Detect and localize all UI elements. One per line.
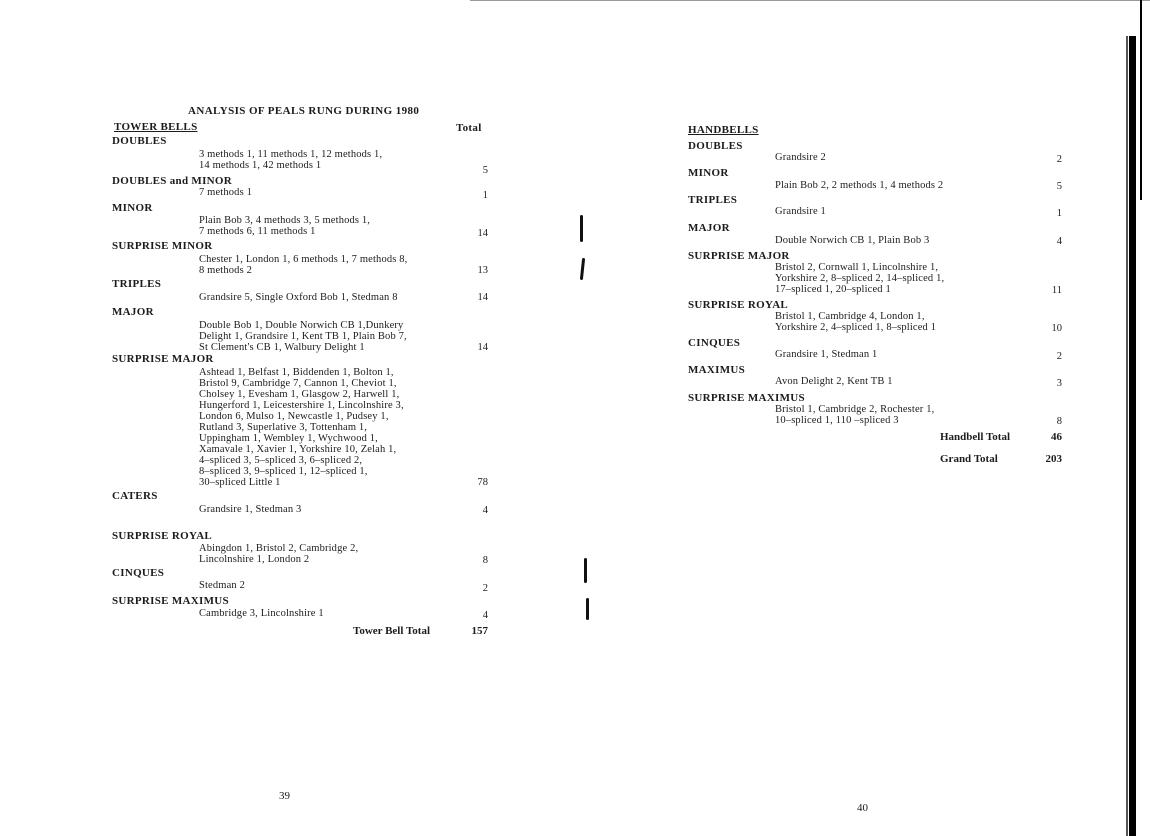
category-heading-doubles: DOUBLES [688,140,743,152]
method-detail-line: Grandsire 5, Single Oxford Bob 1, Stedman 8 [199,292,398,303]
page-number-left: 39 [279,790,290,802]
section-heading-tower-bells: TOWER BELLS [114,121,198,133]
method-detail-line: 3 methods 1, 11 methods 1, 12 methods 1, [199,149,383,160]
method-detail-line: Double Norwich CB 1, Plain Bob 3 [775,235,930,246]
category-total-doubles-and-minor: 1 [482,190,488,201]
category-total-surprise-major: 78 [477,477,488,488]
category-heading-surprise-maximus: SURPRISE MAXIMUS [688,392,805,404]
method-detail-line: 8–spliced 3, 9–spliced 1, 12–spliced 1, [199,466,368,477]
handbell-total-label: Handbell Total [940,431,1011,443]
method-detail-line: 8 methods 2 [199,265,252,276]
method-detail-line: 7 methods 1 [199,187,252,198]
method-detail-line: Yorkshire 2, 4–spliced 1, 8–spliced 1 [775,322,937,333]
gutter-mark [586,598,589,620]
category-total-surprise-maximus: 4 [482,610,488,621]
category-heading-surprise-major: SURPRISE MAJOR [688,250,790,262]
method-detail-line: Bristol 2, Cornwall 1, Lincolnshire 1, [775,262,939,273]
category-total-major: 4 [1056,236,1062,247]
method-detail-line: Grandsire 1, Stedman 1 [775,349,878,360]
category-heading-maximus: MAXIMUS [688,364,746,376]
method-detail-line: Xamavale 1, Xavier 1, Yorkshire 10, Zelah 1, [199,444,397,455]
method-detail-line: Lincolnshire 1, London 2 [199,554,310,565]
grand-total-label: Grand Total [940,453,998,465]
method-detail-line: Bristol 1, Cambridge 2, Rochester 1, [775,404,935,415]
method-detail-line: Grandsire 2 [775,152,826,163]
method-detail-line: Plain Bob 2, 2 methods 1, 4 methods 2 [775,180,944,191]
category-total-cinques: 2 [1056,351,1062,362]
method-detail-line: 10–spliced 1, 110 –spliced 3 [775,415,899,426]
category-total-maximus: 3 [1056,378,1062,389]
category-total-surprise-royal: 8 [482,555,488,566]
tower-bell-total-value: 157 [471,625,488,637]
category-heading-surprise-minor: SURPRISE MINOR [112,240,213,252]
method-detail-line: Uppingham 1, Wembley 1, Wychwood 1, [199,433,378,444]
page-number-right: 40 [857,802,868,814]
method-detail-line: Avon Delight 2, Kent TB 1 [775,376,893,387]
tower-bell-total-label: Tower Bell Total [353,625,431,637]
category-total-triples: 1 [1056,208,1062,219]
category-heading-minor: MINOR [112,202,153,214]
scan-border-right [1140,0,1142,200]
method-detail-line: Bristol 1, Cambridge 4, London 1, [775,311,925,322]
method-detail-line: Cholsey 1, Evesham 1, Glasgow 2, Harwell 1, [199,389,400,400]
method-detail-line: Chester 1, London 1, 6 methods 1, 7 methods 8, [199,254,408,265]
method-detail-line: Hungerford 1, Leicestershire 1, Lincolnshire 3, [199,400,404,411]
category-total-triples: 14 [477,292,488,303]
category-heading-major: MAJOR [112,306,154,318]
category-heading-caters: CATERS [112,490,158,502]
binding-edge-right-inner [1126,36,1128,836]
category-heading-surprise-maximus: SURPRISE MAXIMUS [112,595,229,607]
gutter-mark [584,558,587,583]
handbell-total-value: 46 [1051,431,1062,443]
category-total-surprise-maximus: 8 [1056,416,1062,427]
method-detail-line: Plain Bob 3, 4 methods 3, 5 methods 1, [199,215,371,226]
method-detail-line: Grandsire 1 [775,206,826,217]
gutter-mark [580,215,583,242]
grand-total-value: 203 [1045,453,1062,465]
method-detail-line: Cambridge 3, Lincolnshire 1 [199,608,324,619]
category-heading-doubles-and-minor: DOUBLES and MINOR [112,175,233,187]
category-heading-surprise-royal: SURPRISE ROYAL [688,299,789,311]
method-detail-line: Abingdon 1, Bristol 2, Cambridge 2, [199,543,359,554]
method-detail-line: 17–spliced 1, 20–spliced 1 [775,284,891,295]
method-detail-line: Delight 1, Grandsire 1, Kent TB 1, Plain Bob 7, [199,331,407,342]
method-detail-line: St Clement's CB 1, Walbury Delight 1 [199,342,365,353]
category-total-minor: 14 [477,228,488,239]
category-total-surprise-royal: 10 [1051,323,1062,334]
method-detail-line: Double Bob 1, Double Norwich CB 1,Dunkery [199,320,404,331]
method-detail-line: Stedman 2 [199,580,245,591]
category-heading-triples: TRIPLES [112,278,162,290]
method-detail-line: Yorkshire 2, 8–spliced 2, 14–spliced 1, [775,273,945,284]
method-detail-line: Bristol 9, Cambridge 7, Cannon 1, Cheviot 1, [199,378,397,389]
category-total-caters: 4 [482,505,488,516]
method-detail-line: Grandsire 1, Stedman 3 [199,504,302,515]
category-heading-surprise-major: SURPRISE MAJOR [112,353,214,365]
method-detail-line: 4–spliced 3, 5–spliced 3, 6–spliced 2, [199,455,363,466]
category-total-doubles: 2 [1056,154,1062,165]
category-heading-surprise-royal: SURPRISE ROYAL [112,530,213,542]
category-heading-major: MAJOR [688,222,730,234]
method-detail-line: Rutland 3, Superlative 3, Tottenham 1, [199,422,368,433]
method-detail-line: 14 methods 1, 42 methods 1 [199,160,322,171]
total-column-header: Total [456,122,482,134]
method-detail-line: London 6, Mulso 1, Newcastle 1, Pudsey 1, [199,411,389,422]
binding-edge-right [1129,36,1136,836]
category-total-surprise-minor: 13 [477,265,488,276]
category-total-major: 14 [477,342,488,353]
category-heading-cinques: CINQUES [112,567,165,579]
page-title: ANALYSIS OF PEALS RUNG DURING 1980 [188,105,420,117]
category-heading-minor: MINOR [688,167,729,179]
method-detail-line: Ashtead 1, Belfast 1, Biddenden 1, Bolton 1, [199,367,394,378]
category-total-cinques: 2 [482,583,488,594]
section-heading-handbells: HANDBELLS [688,124,759,136]
category-total-surprise-major: 11 [1051,285,1062,296]
scan-border-top [470,0,1150,1]
gutter-mark [580,258,585,280]
category-total-doubles: 5 [482,165,488,176]
category-heading-doubles: DOUBLES [112,135,167,147]
method-detail-line: 30–spliced Little 1 [199,477,281,488]
category-heading-cinques: CINQUES [688,337,741,349]
category-total-minor: 5 [1056,181,1062,192]
method-detail-line: 7 methods 6, 11 methods 1 [199,226,316,237]
category-heading-triples: TRIPLES [688,194,738,206]
